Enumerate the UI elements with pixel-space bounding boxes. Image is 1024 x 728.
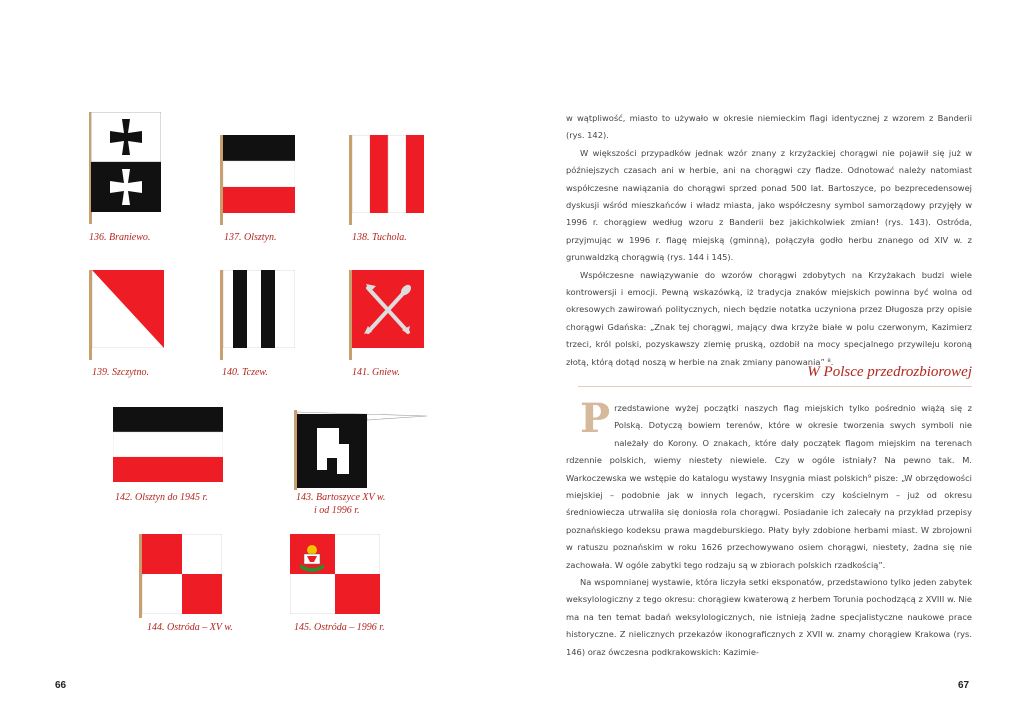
paragraph-2: W większości przypadków jednak wzór znany z krzyżackiej chorągwi nie pojawił się już w późniejszych czasach ani w herbie, ani na chorągwi czy fladze. Odnotować należy natomiast współczesne nawiązania do chorągwi sprzed ponad 500 lat. Bartoszyce, po bezprecedensowej dyskusji wśród mieszkańców i władz miasta, jako współczesny symbol samorządowy przyjęły w 1996 r. chorągiew według wzoru z Banderii bez jakichkolwiek zmian! (rys. 143). Ostróda, przyjmując w 1996 r. flagę miejską (gminną), połączyła godło herbu znanego od XIV w. z grunwaldzką chorągwią (rys. 144 i 145).: [566, 147, 972, 263]
flag-gniew: [352, 270, 424, 348]
caption-szczytno: 139. Szczytno.: [92, 367, 149, 378]
flag-olsztyn-1945: [113, 407, 223, 482]
paragraph-4: rzedstawione wyżej początki naszych flag miejskich tylko pośrednio wiążą się z Polską. Dotyczą bowiem terenów, które w okresie tworzenia swych symboli nie należały do Korony. O znakach, które dały początek flagom miejskim na terenach rdzennie polskich, wiemy niestety niewiele. Czy w ogóle istniały? Na pewno tak. M. Warkoczewska we wstępie do katalogu wystawy Insygnia miast polskich⁹ pisze: „W obrzędowości miejskiej – podobnie jak w innych legach, rycerskim czy kościelnym – już od okresu średniowiecza utrwaliła się doniosła rola chorągwi. Posiadanie ich zalecały na przykład przepisy poznańskiego kodeksu prawa magdeburskiego. Płaty były zdobione herbami miast. W zbrojowni w ratuszu poznańskim w roku 1626 przechowywano osiem chorągwi, niestety, żadna się nie zachowała. W ogóle zabytki tego rodzaju są w zbiorach polskich rzadkością”.: [566, 403, 972, 570]
caption-olsztyn-1945: 142. Olsztyn do 1945 r.: [115, 492, 208, 503]
paragraph-1: w wątpliwość, miasto to używało w okresie niemieckim flagi identycznej z wzorem z Banderii (rys. 142).: [566, 113, 972, 141]
caption-tuchola: 138. Tuchola.: [352, 232, 407, 243]
page-number-left: 66: [55, 680, 67, 691]
caption-bartoszyce-line1: 143. Bartoszyce XV w.: [296, 492, 386, 503]
paragraph-5: Na wspomnianej wystawie, która liczyła setki eksponatów, przedstawiono tylko jeden zabytek weksylologiczny z tego okresu: chorągiew kwaterową z herbem Torunia pochodzącą z XVIII w. Nie ma na ten temat badań weksylologicznych, nie istnieją żadne specjalistyczne naukowe prace historyczne. Z nielicznych przekazów ikonograficznych z XVII w. znamy chorągiew Krakowa (rys. 146) oraz ówczesna podkrakowskich: Kazimie-: [566, 577, 972, 657]
caption-olsztyn: 137. Olsztyn.: [224, 232, 277, 243]
flag-bartoszyce: [297, 410, 427, 490]
caption-ostroda-xv: 144. Ostróda – XV w.: [147, 622, 233, 633]
flag-tczew: [223, 270, 295, 348]
caption-bartoszyce-line2: i od 1996 r.: [314, 505, 360, 516]
flag-tuchola: [352, 135, 424, 213]
text-block-top: [566, 110, 972, 371]
caption-ostroda-1996: 145. Ostróda – 1996 r.: [294, 622, 385, 633]
caption-gniew: 141. Gniew.: [352, 367, 400, 378]
paragraph-3: Współczesne nawiązywanie do wzorów chorągwi zdobytych na Krzyżakach budzi wiele kontrowersji i emocji. Pewną wskazówką, iż tradycja znaków miejskich powinna być wolna od okresowych zawirowań politycznych, niech będzie notatka uczyniona przez Długosza przy opisie chorągwi Gdańska: „Znak tej chorągwi, mający dwa krzyże białe w polu czerwonym, Kazimierz trzeci, król polski, pozyskawszy ziemię pruską, ozdobił na mocy specjalnego przywileju koroną złotą, którą dotąd noszą w herbie na znak zmiany panowania” ⁸.: [566, 269, 972, 367]
caption-tczew: 140. Tczew.: [222, 367, 268, 378]
flag-olsztyn: [223, 135, 295, 213]
flag-ostroda-1996: [290, 534, 380, 614]
flag-ostroda-xv: [142, 534, 222, 614]
heading-rule: [578, 386, 972, 387]
flag-szczytno: [92, 270, 164, 348]
caption-braniewo: 136. Braniewo.: [89, 232, 151, 243]
drop-cap: P: [580, 395, 611, 442]
page-number-right: 67: [958, 680, 970, 691]
flag-braniewo: [91, 112, 161, 212]
text-block-bottom: [566, 395, 972, 661]
section-heading: W Polsce przedrozbiorowej: [807, 364, 972, 380]
